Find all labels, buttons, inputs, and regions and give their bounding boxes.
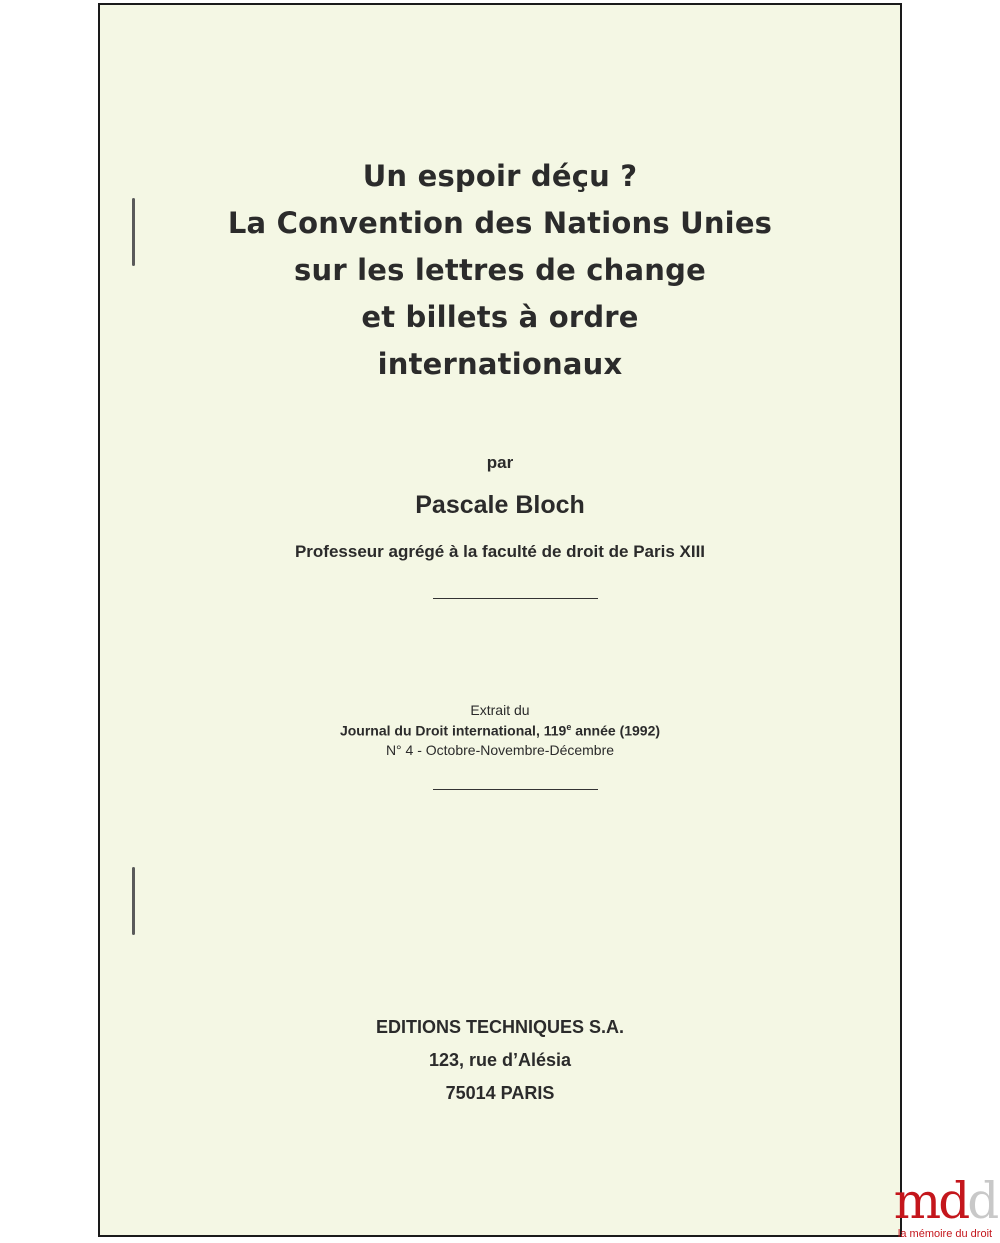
publisher-street: 123, rue d’Alésia <box>428 1050 572 1070</box>
divider-top <box>433 598 598 599</box>
journal-text: Journal du Droit international, 119 <box>339 722 567 739</box>
logo-letter-d: d <box>967 1172 997 1230</box>
publisher-name: EDITIONS TECHNIQUES S.A. <box>375 1017 625 1037</box>
document-title <box>100 153 900 388</box>
logo-letter-d: d <box>938 1172 968 1230</box>
extract-intro: Extrait du <box>470 702 530 718</box>
byline: par <box>486 453 514 472</box>
publisher-block <box>100 1011 900 1110</box>
document-cover <box>98 3 902 1237</box>
logo-tagline: la mémoire du droit <box>897 1228 993 1240</box>
title-line: La Convention des Nations Unies <box>227 206 773 240</box>
issue-reference: N° 4 - Octobre-Novembre-Décembre <box>385 742 615 758</box>
author-affiliation: Professeur agrégé à la faculté de droit de Paris XIII <box>294 542 706 561</box>
logo-mark <box>893 1172 997 1230</box>
mdd-logo <box>893 1172 997 1242</box>
title-line: internationaux <box>377 347 623 381</box>
title-line: Un espoir déçu ? <box>362 159 638 193</box>
journal-reference <box>100 722 900 739</box>
journal-tail: année (1992) <box>571 722 661 739</box>
title-line: sur les lettres de change <box>294 253 706 287</box>
author-name: Pascale Bloch <box>415 491 585 519</box>
logo-letter-m: m <box>893 1172 939 1230</box>
title-line: et billets à ordre <box>361 300 639 334</box>
journal-superscript: e <box>566 722 572 732</box>
publisher-city: 75014 PARIS <box>445 1083 555 1103</box>
divider-bottom <box>433 789 598 790</box>
staple-bottom <box>132 867 135 935</box>
